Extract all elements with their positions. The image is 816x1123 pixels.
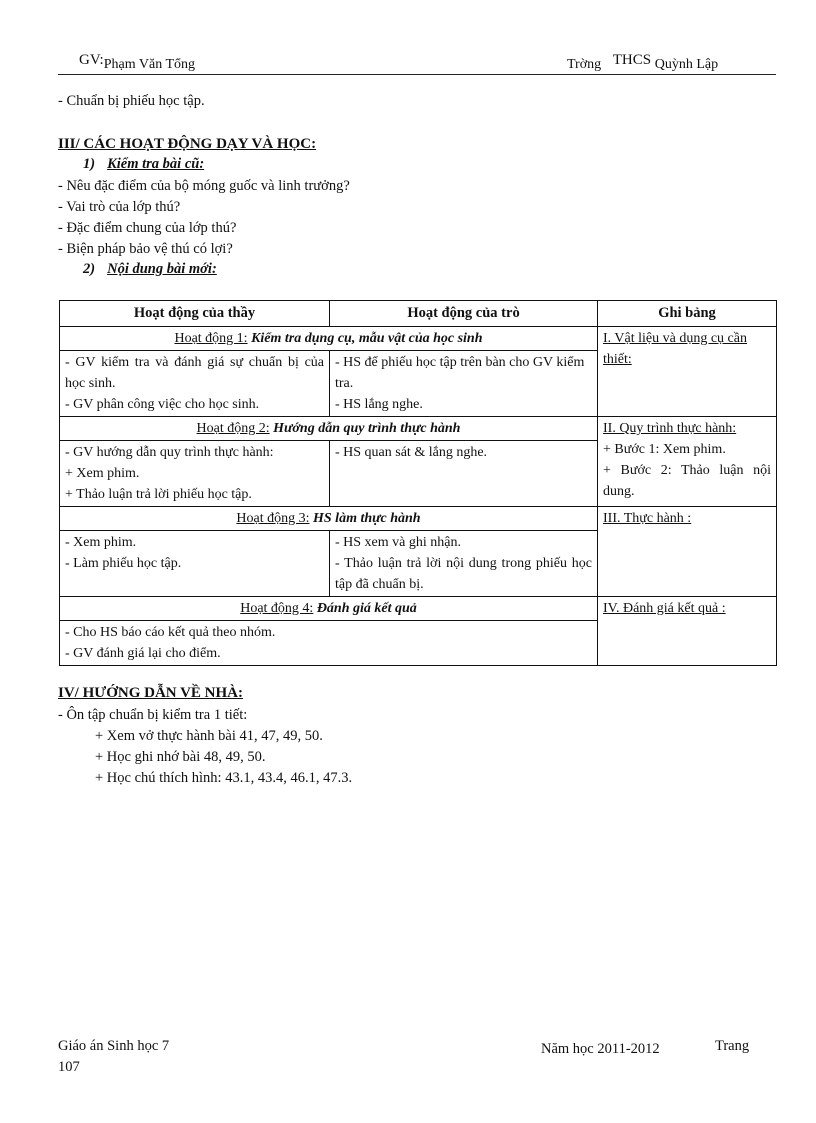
- board-note-heading: II. Quy trình thực hành:: [603, 421, 737, 436]
- activity-name: Đánh giá kết quả: [316, 601, 417, 616]
- board-note-heading: III. Thực hành :: [603, 511, 692, 526]
- activity-label: Hoạt động 1:: [174, 331, 248, 346]
- school-name: Quỳnh Lập: [654, 57, 719, 72]
- teacher-step: - Xem phim.: [65, 535, 137, 550]
- activity-label: Hoạt động 3:: [236, 511, 310, 526]
- activity-title: [60, 507, 598, 531]
- teacher-activity-cell: [60, 351, 330, 417]
- student-step: - HS xem và ghi nhận.: [335, 535, 461, 550]
- teacher-step: - Làm phiếu học tập.: [65, 556, 182, 571]
- header-divider: [58, 74, 776, 75]
- activity-label: Hoạt động 2:: [196, 421, 270, 436]
- student-activity-cell: [330, 531, 598, 597]
- student-activity-cell: [330, 441, 598, 507]
- teacher-step: + Thảo luận trả lời phiếu học tập.: [65, 487, 252, 502]
- board-note-cell: [598, 507, 777, 597]
- question-item: - Vai trò của lớp thú?: [58, 199, 181, 215]
- sub2-title: Nội dung bài mới:: [107, 261, 217, 277]
- teacher-step: - GV đánh giá lại cho điểm.: [65, 646, 221, 661]
- teacher-step: - GV kiểm tra và đánh giá sự chuẩn bị của học sinh.: [65, 355, 324, 391]
- homework-item: + Học chú thích hình: 43.1, 43.4, 46.1, 47.3.: [95, 770, 353, 786]
- section3-title: III/ CÁC HOẠT ĐỘNG DẠY VÀ HỌC:: [58, 136, 317, 152]
- footer-page-number: 107: [58, 1059, 80, 1075]
- teacher-label: GV:: [79, 52, 104, 68]
- question-item: - Nêu đặc điểm của bộ móng guốc và linh trưởng?: [58, 178, 350, 194]
- teacher-step: - GV phân công việc cho học sinh.: [65, 397, 260, 412]
- activity-name: HS làm thực hành: [313, 511, 421, 526]
- footer-year: Năm học 2011-2012: [541, 1041, 660, 1057]
- header-teacher: [79, 52, 195, 72]
- section4-intro: - Ôn tập chuẩn bị kiểm tra 1 tiết:: [58, 707, 248, 723]
- activity-title-row: [60, 507, 777, 531]
- lesson-table: [59, 300, 777, 666]
- teacher-step: + Xem phim.: [65, 466, 140, 481]
- teacher-name: Phạm Văn Tổng: [103, 57, 195, 72]
- table-header-row: [60, 301, 777, 327]
- teacher-activity-cell: [60, 441, 330, 507]
- student-step: - HS quan sát & lắng nghe.: [335, 445, 488, 460]
- student-step: - HS lắng nghe.: [335, 397, 423, 412]
- teacher-step: - Cho HS báo cáo kết quả theo nhóm.: [65, 625, 276, 640]
- student-step: - HS để phiếu học tập trên bàn cho GV kiểm tra.: [335, 355, 585, 391]
- section4-title: IV/ HƯỚNG DẪN VỀ NHÀ:: [58, 685, 244, 701]
- board-note-cell: [598, 417, 777, 507]
- activity-label: Hoạt động 4:: [240, 601, 314, 616]
- activity-title-row: [60, 597, 777, 621]
- activity-name: Hướng dẫn quy trình thực hành: [273, 421, 461, 436]
- sub1-number: 1): [83, 156, 96, 172]
- intro-line: - Chuẩn bị phiếu học tập.: [58, 93, 205, 109]
- header-student-activity: Hoạt động của trò: [330, 301, 598, 327]
- board-note-heading: IV. Đánh giá kết quả :: [603, 601, 726, 616]
- section3-sub1: [83, 156, 204, 173]
- board-note-cell: [598, 597, 777, 666]
- header-school: [567, 52, 719, 72]
- question-item: - Đặc điểm chung của lớp thú?: [58, 220, 237, 236]
- header-teacher-activity: Hoạt động của thầy: [60, 301, 330, 327]
- activity-title: [60, 327, 598, 351]
- school-type: THCS: [612, 52, 652, 68]
- homework-item: + Học ghi nhớ bài 48, 49, 50.: [95, 749, 266, 765]
- activity-title: [60, 417, 598, 441]
- teacher-activity-cell: [60, 531, 330, 597]
- sub1-title: Kiểm tra bài cũ:: [107, 156, 205, 172]
- activity-title-row: [60, 327, 777, 351]
- board-note-cell: [598, 327, 777, 417]
- activity-title-row: [60, 417, 777, 441]
- student-activity-cell: [330, 351, 598, 417]
- student-step: - Thảo luận trả lời nội dung trong phiếu học tập đã chuẩn bị.: [335, 556, 592, 592]
- header-board-notes: Ghi bảng: [598, 301, 777, 327]
- board-note-item: + Bước 2: Thảo luận nội dung.: [603, 463, 771, 499]
- teacher-step: - GV hướng dẫn quy trình thực hành:: [65, 445, 274, 460]
- footer-doc-title: Giáo án Sinh học 7: [58, 1038, 170, 1054]
- homework-item: + Xem vở thực hành bài 41, 47, 49, 50.: [95, 728, 323, 744]
- sub2-number: 2): [83, 261, 96, 277]
- teacher-activity-cell: [60, 621, 598, 666]
- school-prefix: Trờng: [567, 57, 602, 72]
- question-item: - Biện pháp bảo vệ thú có lợi?: [58, 241, 233, 257]
- activity-name: Kiểm tra dụng cụ, mẫu vật của học sinh: [251, 331, 483, 346]
- question-list: [58, 176, 350, 260]
- board-note-heading: I. Vật liệu và dụng cụ cần thiết:: [603, 331, 747, 367]
- activity-title: [60, 597, 598, 621]
- section3-sub2: [83, 261, 217, 278]
- homework-list: [95, 726, 352, 789]
- board-note-item: + Bước 1: Xem phim.: [603, 442, 726, 457]
- footer-page-label: Trang: [715, 1038, 750, 1054]
